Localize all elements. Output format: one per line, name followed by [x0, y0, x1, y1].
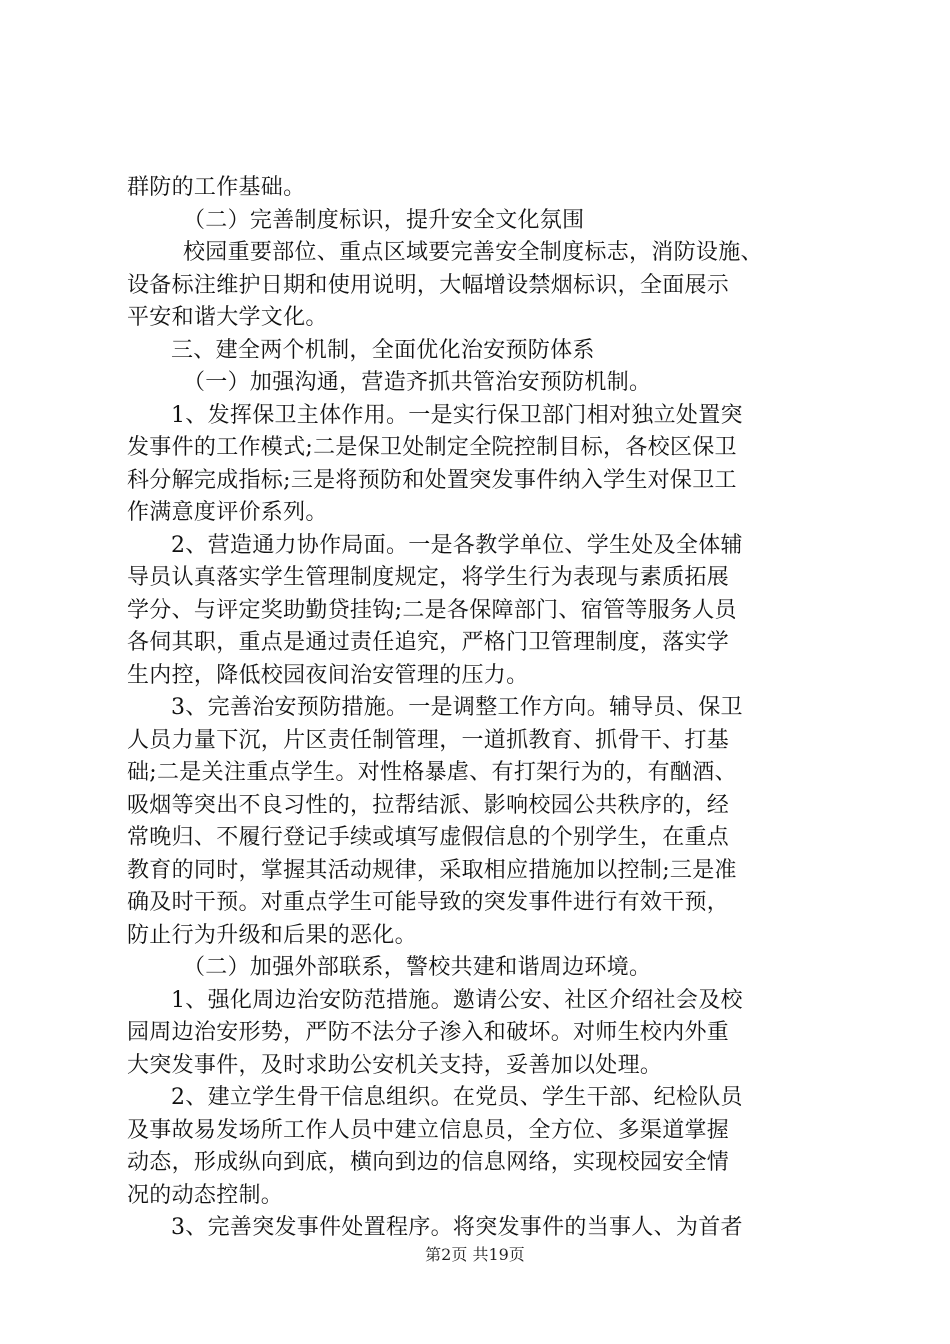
text-line: 础;二是关注重点学生。对性格暴虐、有打架行为的，有酗酒、 — [127, 760, 737, 785]
text-line: 3、完善治安预防措施。一是调整工作方向。辅导员、保卫 — [171, 695, 743, 720]
section-heading: （一）加强沟通，营造齐抓共管治安预防机制。 — [183, 370, 652, 395]
section-heading: （二）完善制度标识，提升安全文化氛围 — [183, 207, 585, 233]
text-line: 作满意度评价系列。 — [127, 500, 328, 525]
text-line: 吸烟等突出不良习性的，拉帮结派、影响校园公共秩序的，经 — [127, 792, 730, 818]
text-line: 大突发事件，及时求助公安机关支持，妥善加以处理。 — [127, 1052, 663, 1078]
text-line: 2、建立学生骨干信息组织。在党员、学生干部、纪检队员 — [171, 1085, 743, 1110]
text-line: 学分、与评定奖助勤贷挂钩;二是各保障部门、宿管等服务人员 — [127, 597, 737, 623]
text-line: 3、完善突发事件处置程序。将突发事件的当事人、为首者 — [171, 1215, 743, 1240]
text-line: 确及时干预。对重点学生可能导致的突发事件进行有效干预， — [127, 890, 730, 915]
text-line: 1、发挥保卫主体作用。一是实行保卫部门相对独立处置突 — [171, 402, 743, 428]
text-line: 群防的工作基础。 — [127, 175, 306, 200]
text-line: 教育的同时，掌握其活动规律，采取相应措施加以控制;三是准 — [127, 857, 737, 883]
text-line: 常晚归、不履行登记手续或填写虚假信息的个别学生，在重点 — [127, 825, 730, 850]
text-line: 2、营造通力协作局面。一是各教学单位、学生处及全体辅 — [171, 532, 743, 558]
text-line: 况的动态控制。 — [127, 1182, 284, 1208]
text-line: 各伺其职，重点是通过责任追究，严格门卫管理制度，落实学 — [127, 630, 730, 655]
text-line: 导员认真落实学生管理制度规定，将学生行为表现与素质拓展 — [127, 565, 730, 590]
text-line: 1、强化周边治安防范措施。邀请公安、社区介绍社会及校 — [171, 987, 743, 1013]
section-heading: 三、建全两个机制，全面优化治安预防体系 — [171, 337, 595, 363]
text-line: 防止行为升级和后果的恶化。 — [127, 922, 417, 948]
text-line: 校园重要部位、重点区域要完善安全制度标志，消防设施、 — [183, 240, 763, 265]
text-line: 科分解完成指标;三是将预防和处置突发事件纳入学生对保卫工 — [127, 467, 737, 493]
section-heading: （二）加强外部联系，警校共建和谐周边环境。 — [183, 955, 652, 980]
text-line: 生内控，降低校园夜间治安管理的压力。 — [127, 662, 529, 688]
text-line: 园周边治安形势，严防不法分子渗入和破坏。对师生校内外重 — [127, 1020, 730, 1045]
text-line: 设备标注维护日期和使用说明，大幅增设禁烟标识，全面展示 — [127, 272, 730, 298]
page-number: 第2页 共19页 — [425, 1245, 525, 1264]
text-line: 发事件的工作模式;二是保卫处制定全院控制目标，各校区保卫 — [127, 435, 737, 460]
text-line: 人员力量下沉，片区责任制管理，一道抓教育、抓骨干、打基 — [127, 727, 730, 753]
text-line: 及事故易发场所工作人员中建立信息员，全方位、多渠道掌握 — [127, 1117, 730, 1143]
text-line: 动态，形成纵向到底，横向到边的信息网络，实现校园安全情 — [127, 1150, 730, 1175]
document-body — [127, 172, 839, 1245]
text-line: 平安和谐大学文化。 — [127, 305, 328, 330]
